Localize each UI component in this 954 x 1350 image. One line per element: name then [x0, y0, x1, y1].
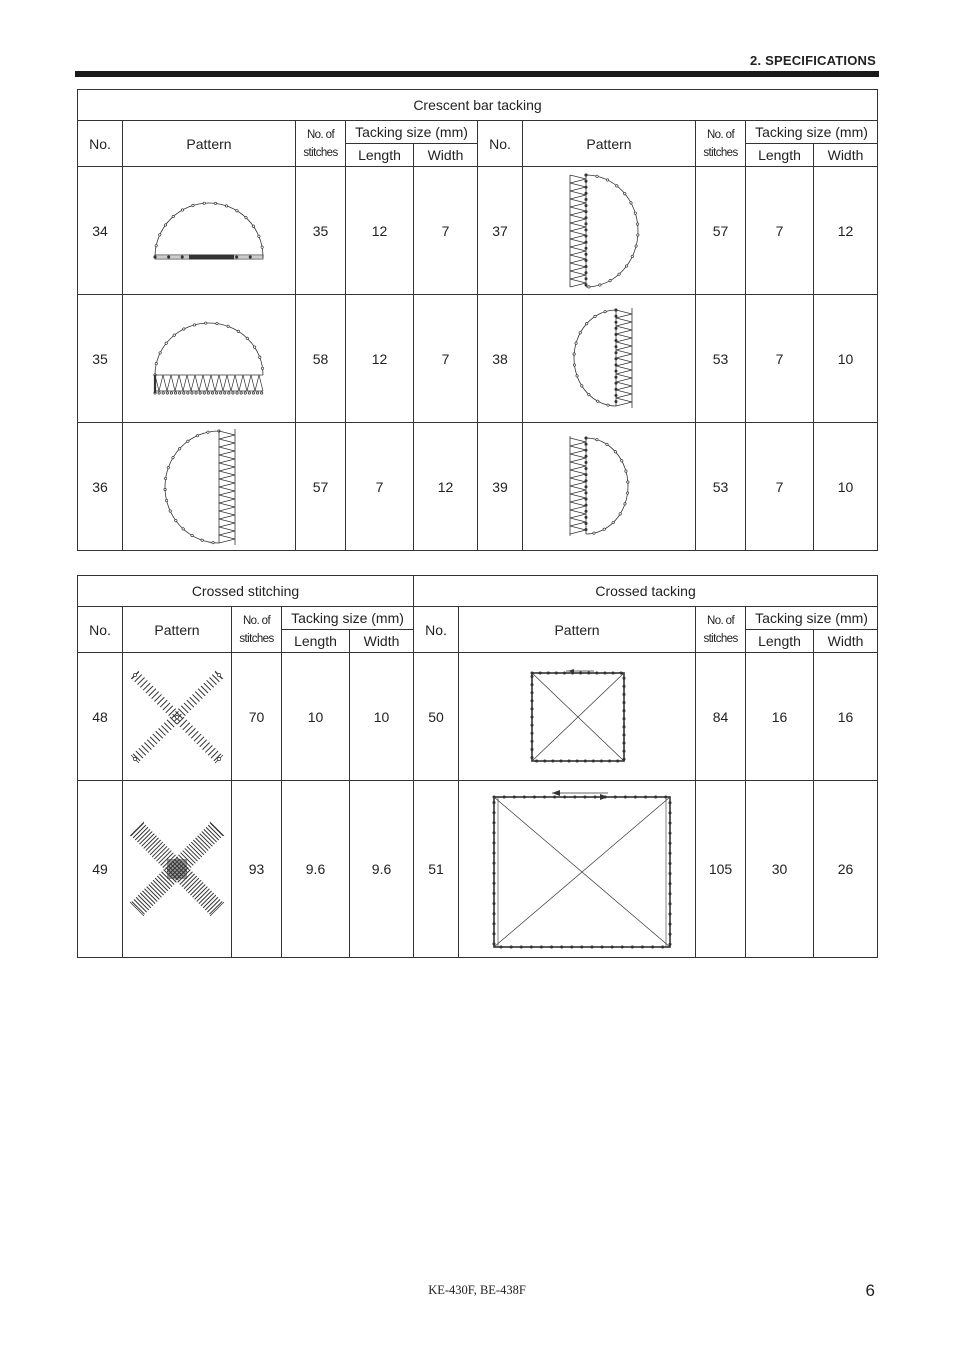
pattern-34-crescent-illustration: [149, 191, 269, 271]
col-header-pattern: Pattern: [459, 607, 696, 653]
col-header-no: No.: [414, 607, 459, 653]
pattern-51-crossed-tacking-illustration: [482, 787, 672, 951]
pattern-50-crossed-tacking-illustration: [522, 667, 632, 767]
pattern-cell: [459, 653, 696, 781]
col-header-pattern: Pattern: [123, 121, 296, 167]
pattern-no: 39: [478, 423, 523, 551]
table-row: [78, 167, 878, 295]
tacking-width: 16: [814, 653, 878, 781]
pattern-39-crescent-illustration: [564, 432, 654, 542]
col-header-tacking-size: Tacking size (mm): [282, 607, 414, 630]
tacking-length: 30: [746, 781, 814, 958]
table-row: [78, 653, 878, 781]
col-header-pattern: Pattern: [123, 607, 232, 653]
page-number: 6: [865, 1281, 875, 1300]
tacking-length: 10: [282, 653, 350, 781]
header-rule: [75, 71, 879, 77]
col-header-no: No.: [78, 607, 123, 653]
col-header-tacking-size: Tacking size (mm): [746, 121, 878, 144]
col-header-width: Width: [814, 144, 878, 167]
col-header-stitches: No. of stitches: [696, 121, 746, 167]
pattern-cell: [123, 653, 232, 781]
stitch-count: 57: [696, 167, 746, 295]
pattern-no: 48: [78, 653, 123, 781]
pattern-cell: [123, 781, 232, 958]
pattern-cell: [523, 167, 696, 295]
stitch-count: 53: [696, 295, 746, 423]
footer-model: KE-430F, BE-438F: [428, 1283, 526, 1297]
pattern-cell: [523, 423, 696, 551]
table-row: [78, 781, 878, 958]
pattern-cell: [123, 423, 296, 551]
pattern-no: 37: [478, 167, 523, 295]
tacking-width: 10: [814, 423, 878, 551]
table-row: [78, 423, 878, 551]
pattern-48-crossed-illustration: [127, 667, 227, 767]
pattern-38-crescent-illustration: [564, 304, 654, 414]
col-header-length: Length: [746, 630, 814, 653]
table-caption: Crescent bar tacking: [78, 90, 878, 121]
tacking-length: 16: [746, 653, 814, 781]
tacking-length: 7: [746, 167, 814, 295]
pattern-cell: [123, 167, 296, 295]
col-header-width: Width: [414, 144, 478, 167]
tacking-width: 7: [414, 295, 478, 423]
stitch-count: 105: [696, 781, 746, 958]
col-header-width: Width: [350, 630, 414, 653]
tacking-width: 12: [814, 167, 878, 295]
col-header-length: Length: [282, 630, 350, 653]
pattern-no: 36: [78, 423, 123, 551]
pattern-49-crossed-illustration: [127, 819, 227, 919]
section-title: 2. SPECIFICATIONS: [750, 53, 876, 68]
tacking-width: 26: [814, 781, 878, 958]
tacking-length: 7: [746, 295, 814, 423]
stitch-count: 53: [696, 423, 746, 551]
crossed-stitching-tacking-table: [77, 575, 878, 958]
tacking-length: 9.6: [282, 781, 350, 958]
table-caption: Crossed stitching: [78, 576, 414, 607]
col-header-pattern: Pattern: [523, 121, 696, 167]
pattern-cell: [523, 295, 696, 423]
col-header-tacking-size: Tacking size (mm): [746, 607, 878, 630]
tacking-length: 12: [346, 167, 414, 295]
pattern-36-crescent-illustration: [159, 427, 259, 547]
table-row: [78, 295, 878, 423]
pattern-37-crescent-illustration: [564, 171, 654, 291]
tacking-length: 12: [346, 295, 414, 423]
col-header-length: Length: [746, 144, 814, 167]
pattern-no: 50: [414, 653, 459, 781]
tacking-length: 7: [746, 423, 814, 551]
pattern-no: 38: [478, 295, 523, 423]
col-header-stitches: No. of stitches: [232, 607, 282, 653]
col-header-tacking-size: Tacking size (mm): [346, 121, 478, 144]
col-header-length: Length: [346, 144, 414, 167]
tacking-width: 9.6: [350, 781, 414, 958]
stitch-count: 35: [296, 167, 346, 295]
pattern-no: 35: [78, 295, 123, 423]
stitch-count: 93: [232, 781, 282, 958]
col-header-no: No.: [478, 121, 523, 167]
tacking-width: 12: [414, 423, 478, 551]
col-header-stitches: No. of stitches: [296, 121, 346, 167]
stitch-count: 58: [296, 295, 346, 423]
col-header-width: Width: [814, 630, 878, 653]
pattern-no: 51: [414, 781, 459, 958]
stitch-count: 70: [232, 653, 282, 781]
tacking-width: 10: [350, 653, 414, 781]
col-header-no: No.: [78, 121, 123, 167]
pattern-35-crescent-illustration: [149, 319, 269, 399]
tacking-length: 7: [346, 423, 414, 551]
tacking-width: 10: [814, 295, 878, 423]
pattern-no: 49: [78, 781, 123, 958]
tacking-width: 7: [414, 167, 478, 295]
pattern-cell: [123, 295, 296, 423]
pattern-cell: [459, 781, 696, 958]
col-header-stitches: No. of stitches: [696, 607, 746, 653]
table-caption: Crossed tacking: [414, 576, 878, 607]
pattern-no: 34: [78, 167, 123, 295]
crescent-bar-tacking-table: [77, 89, 878, 551]
stitch-count: 84: [696, 653, 746, 781]
stitch-count: 57: [296, 423, 346, 551]
